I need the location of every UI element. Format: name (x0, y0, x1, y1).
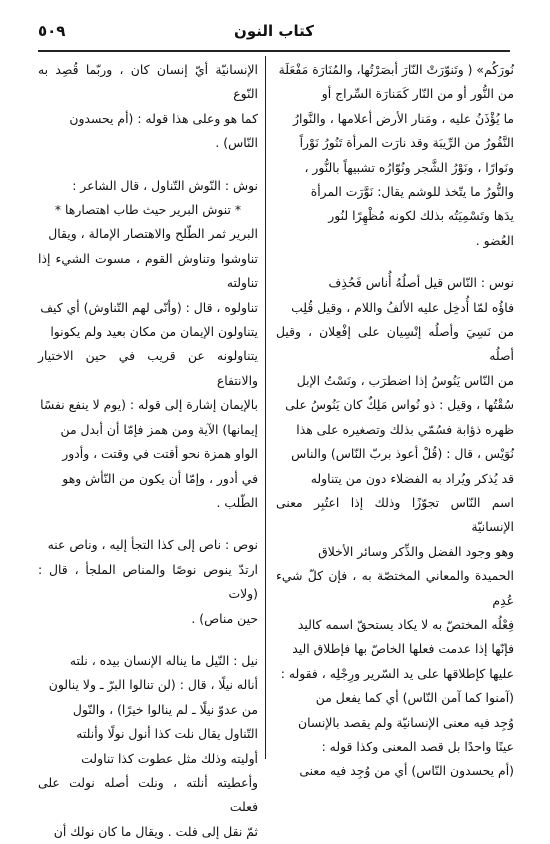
text-line: قد يُذكر ويُراد به الفضلاء دون من يتناوله (310, 470, 514, 486)
header-rule (38, 50, 510, 52)
text-line: سُقْتُها ، وقيل : ذو نُواس مَلِكٌ كان يَنُوسُ على (285, 397, 514, 413)
text-line: الطّلب . (216, 494, 258, 510)
text-line: من نَسِيَ وأصلُه إنْسِيان على إفْعِلان ، وقيل أصلُه (276, 324, 514, 364)
text-line: اسم النّاس تجوّزًا وذلك إذا اعتُبِر معنى الإنسانيّة (276, 494, 514, 535)
text-line: وأعطيته أنلته ، ونلت أصله نولت على فعلت (38, 774, 258, 815)
text-line: عليها كإطلاقها على يد السّرير ورِجْلِه ، فقوله : (280, 665, 514, 681)
left-column (38, 58, 258, 844)
text-line: أوليته وذلك مثل عطوت كذا تناولت (81, 750, 258, 766)
text-line: تناوشوا وتناوش القوم ، مسوت الشيء إذا تناولته (38, 250, 258, 291)
text-line: يتناولونه عن قريب في حين الاختيار والانتفاع (38, 348, 258, 388)
page-header (38, 22, 510, 46)
text-line: النّاس) . (215, 135, 258, 151)
text-line: فِعْلُه المختصّ به لا يكاد يستحقّ اسمه كاليد (297, 616, 514, 632)
text-line: أناله نيلًا ، قال : (لن تنالوا البرّ ـ ولا ينالون (48, 677, 258, 693)
text-line: نُورَكُم» ( وتَنوّرَتْ النّارَ أبصَرْتُها، والمُنَارَة مَفْعَلَة (278, 62, 514, 77)
text-line: نوس : النّاس قيل أصلُهُ أُناس فَحُذِف (328, 275, 514, 291)
text-line: ما يُؤْذَنُ عليه ، ومَنار الأرض أعلامها ، والنَّوارُ (293, 110, 514, 126)
text-line: فاؤُه لمّا أُدخِل عليه الألفُ واللام ، وقيل قُلِب (291, 299, 514, 315)
text-line: (آمنوا كما آمن النّاس) أي كما يفعل من (315, 690, 514, 706)
text-line: تناولوه ، قال : (وأنّى لهم التّناوش) أي كيف (40, 299, 258, 315)
entry-gap (38, 631, 258, 649)
text-line: البرير ثمر الطّلح والاهتصار الإمالة ، ويقال (48, 226, 258, 242)
text-line: نيل : النّيل ما يناله الإنسان بيده ، نلته (69, 652, 258, 668)
text-line: نوش : النّوش التّناول ، قال الشاعر : (72, 177, 258, 193)
text-line: * تنوش البرير حيث طاب اهتصارها * (54, 202, 242, 218)
text-line: ونَوارًا ، ونَوْرُ الشَّجر ونُوّارُه تشبيهاً بالنُّور ، (304, 159, 514, 175)
text-line: والنُّورُ ما يتّخذ للوشم يقال: نَوَّرَت المرأة (310, 184, 514, 200)
text-line: نُوَيْس ، قال : (قُلْ أعوذ بربّ النّاس) والناس (291, 446, 514, 462)
right-column (276, 58, 514, 784)
text-line: من عدوّ نيلًا ـ لم ينالوا خيرًا) ، والنّول (72, 701, 258, 717)
text-line: ارتدّ ينوص نوصًا والمناص الملجأ ، قال : (ولات (38, 561, 258, 602)
text-line: من النُّور أو من النّار كَمَنارَة السِّراج أو (321, 86, 514, 102)
text-line: وهو وجود الفضل والذِّكر وسائر الأخلاق (318, 543, 514, 559)
text-line: ثمّ نقل إلى فلت . ويقال ما كان نولك أن (53, 823, 258, 839)
text-line: (أم يحسدون النّاس) أي من وُجِد فيه معنى (299, 763, 514, 779)
text-line: الواو همزة نحو أقتت في وقتت ، وأدور (62, 446, 258, 462)
text-line: من النّاس يَنُوسُ إذا اضطرَب ، ونَسْتُ الإبل (296, 372, 514, 388)
text-line: عينًا واحدًا بل قصد المعنى وكذا قوله : (321, 738, 514, 754)
text-line: حين مناص) . (191, 610, 258, 626)
text-line: بالإيمان إشارة إلى قوله : (يوم لا ينفع نفسًا (40, 397, 258, 413)
text-line: كما هو وعلى هذا قوله : (أم يحسدون (69, 110, 258, 126)
text-line: يدَها وتَسْمِيَتُه بذلك لكونه مُظْهِرًا لنُور (328, 208, 514, 224)
entry-gap (38, 515, 258, 533)
text-line: النَّفُورُ من الرِّيبَة وقد نارَت المرأة تَنُورُ نَوْراً (299, 135, 514, 151)
text-line: وُجِد فيه معنى الإنسانيّة ولم يقصد بالإنسان (297, 714, 514, 730)
text-line: نوص : ناص إلى كذا التجأ إليه ، وناص عنه (47, 537, 258, 553)
text-line: العُضو . (475, 232, 514, 248)
text-line: يتناولون الإيمان من مكان بعيد ولم يكونوا (50, 324, 258, 340)
page-number: ٥٠٩ (38, 22, 66, 40)
text-line: الحميدة والمعاني المختصّة به ، فإن كلّ شيء عُدِم (276, 568, 514, 608)
text-line: الإنسانيّة أيّ إنسان كان ، وربّما قُصِد به النّوع (38, 62, 258, 102)
entry-gap (276, 253, 514, 271)
running-title: كتاب النون (234, 22, 314, 40)
text-line: التّناول يقال نلت كذا أنول نولًا وأنلته (76, 726, 258, 742)
text-line: ظهره ذؤابة فسُمّي بذلك وتصغيره على هذا (296, 421, 514, 437)
text-line: إيمانها) الآية ومن همز فإمّا أن أبدل من (60, 421, 258, 437)
text-line: فإنّها إذا عدمت فعلها الخاصّ بها فإطلاق اليد (292, 641, 514, 657)
column-divider (265, 56, 266, 759)
text-line: في أدور ، وإمّا أن يكون من النّأش وهو (62, 470, 258, 486)
entry-gap (38, 156, 258, 174)
